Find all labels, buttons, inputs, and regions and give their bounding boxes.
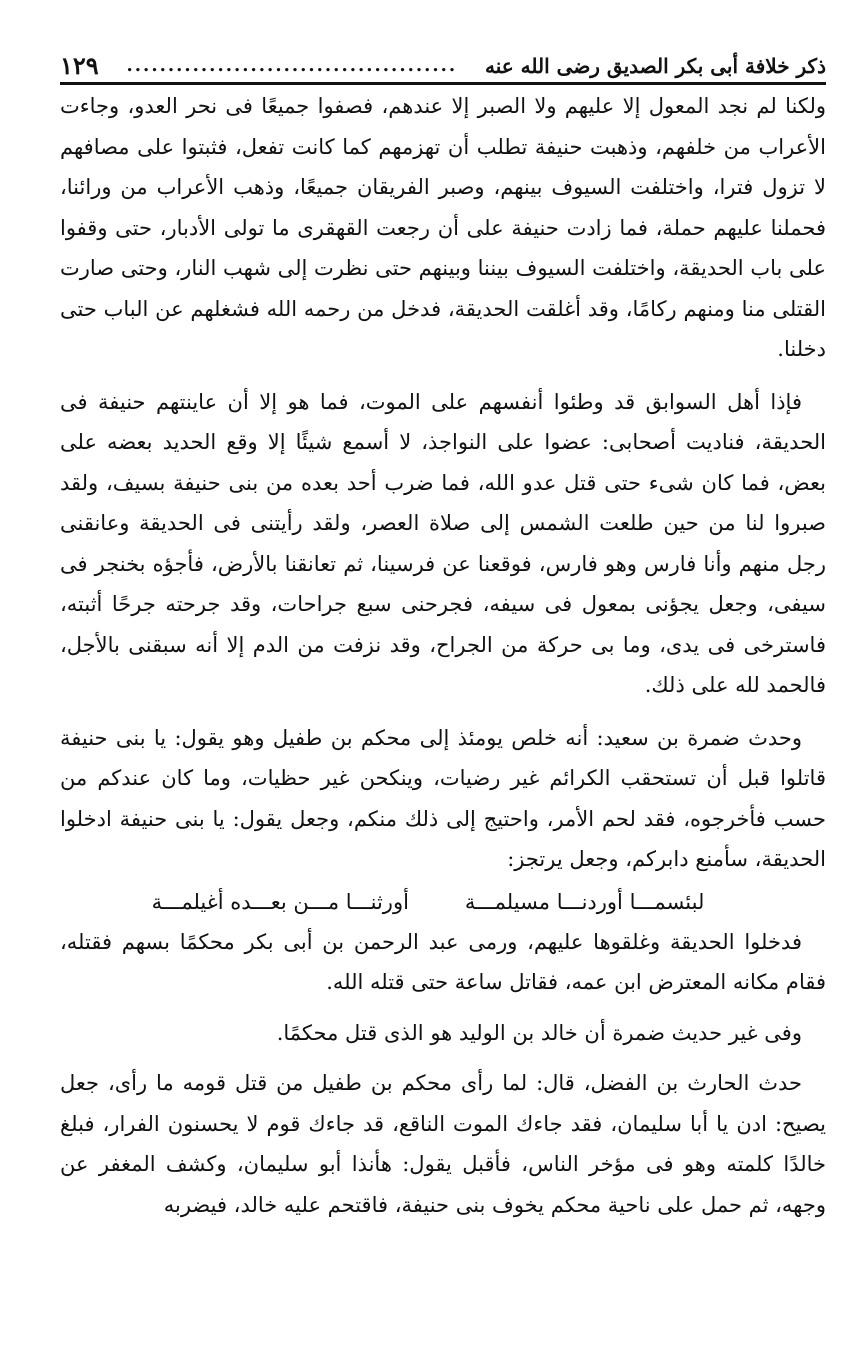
running-title: ذكر خلافة أبى بكر الصديق رضى الله عنه [485, 54, 826, 78]
paragraph-6: حدث الحارث بن الفضل، قال: لما رأى محكم بن طفيل من قتل قومه ما رأى، جعل يصيح: ادن يا أبا سليمان، فقد جاءك الموت الناقع، قد جاءك قوم لا يحسنون الفرار، فبلغ خالدًا كلمته وهو فى مؤخر الناس، فأقبل يقول: هأنذا أبو سليمان، وكشف المغفر عن وجهه، ثم حمل على ناحية محكم يخوف بنى حنيفة، فاقتحم عليه خالد، فيضربه [60, 1071, 826, 1217]
poem-verse [60, 882, 826, 922]
paragraph-2: فإذا أهل السوابق قد وطئوا أنفسهم على الموت، فما هو إلا أن عاينتهم حنيفة فى الحديقة، فناديت أصحابى: عضوا على النواجذ، لا أسمع شيئًا إلا وقع الحديد بعضه على بعض، فما كان شىء حتى قتل عدو الله، فما ضرب أحد بعده من بنى حنيفة بسيف، ولقد صبروا لنا من حين طلعت الشمس إلى صلاة العصر، ولقد رأيتنى فى الحديقة وعانقنى رجل منهم وأنا فارس وهو فارس، فوقعنا عن فرسينا، ثم تعانقنا بالأرض، فأجؤه بخنجر فى سيفى، وجعل يجؤنى بمعول فى سيفه، فجرحنى سبع جراحات، وقد جرحته جرحًا أثبته، فاسترخى فى يدى، وما بى حركة من الجراح، وقد نزفت من الدم إلا أنه سبقنى بالأجل، فالحمد لله على ذلك. [60, 389, 826, 697]
verse-hemistich-2: أورثنـــا مـــن بعـــده أغيلمـــة [151, 889, 409, 914]
leader-dots: ........................................ [126, 55, 458, 76]
running-header [60, 38, 826, 85]
paragraph-3: وحدث ضمرة بن سعيد: أنه خلص يومئذ إلى محكم بن طفيل وهو يقول: يا بنى حنيفة قاتلوا قبل أن تستحقب الكرائم غير رضيات، وينكحن غير حظيات، وما كان عندكم من حسب فأخرجوه، فقد لحم الأمر، واحتيج إلى ذلك منكم، وجعل يقول: يا بنى حنيفة ادخلوا الحديقة، سأمنع دابركم، وجعل يرتجز: [60, 725, 826, 871]
page-body [60, 86, 826, 1225]
paragraph-4: فدخلوا الحديقة وغلقوها عليهم، ورمى عبد الرحمن بن أبى بكر محكمًا بسهم فقتله، فقام مكانه المعترض ابن عمه، فقاتل ساعة حتى قتله الله. [60, 929, 826, 994]
paragraph-1: ولكنا لم نجد المعول إلا عليهم ولا الصبر إلا عندهم، فصفوا جميعًا فى نحر العدو، وجاءت الأعراب من خلفهم، وذهبت حنيفة تطلب أن تهزمهم كما كانت تفعل، فثبتوا على مصافهم لا تزول فترا، واختلفت السيوف بينهم، وصبر الفريقان جميعًا، وذهب الأعراب من ورائنا، فحملنا عليهم حملة، فما زادت حنيفة على أن رجعت القهقرى ما تولى الأدبار، حتى وقفوا على باب الحديقة، واختلفت السيوف بيننا وبينهم حتى نظرت إلى شهب النار، وحتى صارت القتلى منا ومنهم ركامًا، وقد أغلقت الحديقة، فدخل من رحمه الله فشغلهم عن الباب حتى دخلنا. [60, 94, 826, 361]
paragraph-5: وفى غير حديث ضمرة أن خالد بن الوليد هو الذى قتل محكمًا. [276, 1020, 802, 1045]
verse-hemistich-1: لبئسمـــا أوردنـــا مسيلمـــة [464, 889, 705, 914]
page-number: ١٢٩ [60, 51, 99, 80]
